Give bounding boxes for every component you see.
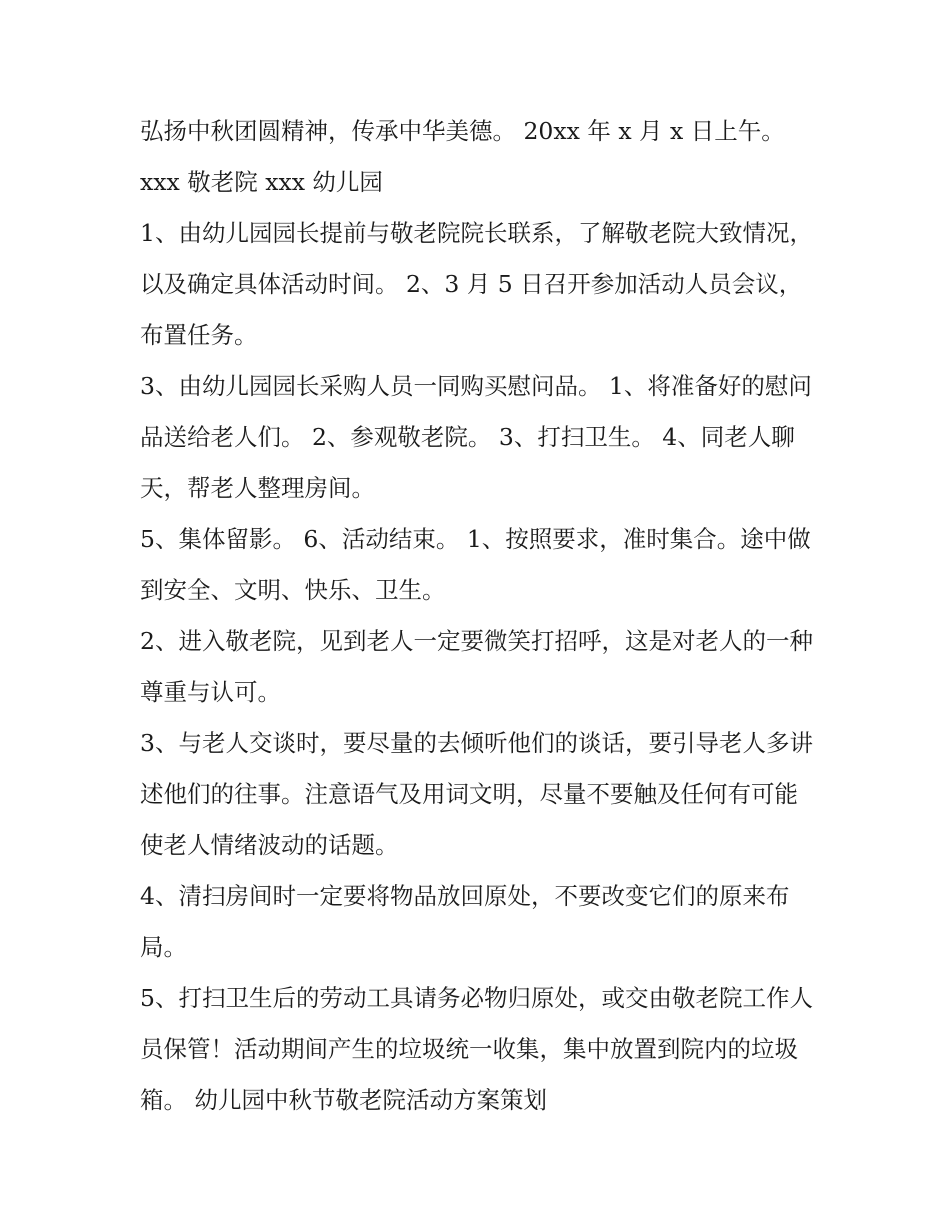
paragraph-3: 1、由幼儿园园长提前与敬老院院长联系，了解敬老院大致情况，以及确定具体活动时间。 2、3 月 5 日召开参加活动人员会议，布置任务。 [140, 219, 813, 349]
paragraph-5: 5、集体留影。 6、活动结束。 1、按照要求，准时集合。途中做到安全、文明、快乐、卫生。 [140, 525, 811, 604]
document-body [140, 106, 820, 1126]
paragraph-2: xxx 敬老院 xxx 幼儿园 [140, 168, 383, 196]
paragraph-1: 弘扬中秋团圆精神，传承中华美德。 20xx 年 x 月 x 日上午。 [140, 117, 785, 145]
paragraph-4: 3、由幼儿园园长采购人员一同购买慰问品。 1、将准备好的慰问品送给老人们。 2、参观敬老院。 3、打扫卫生。 4、同老人聊天，帮老人整理房间。 [140, 372, 812, 502]
paragraph-9: 5、打扫卫生后的劳动工具请务必物归原处，或交由敬老院工作人员保管！活动期间产生的垃圾统一收集，集中放置到院内的垃圾箱。 幼儿园中秋节敬老院活动方案策划 [140, 984, 813, 1114]
paragraph-8: 4、清扫房间时一定要将物品放回原处，不要改变它们的原来布局。 [140, 882, 790, 961]
paragraph-7: 3、与老人交谈时，要尽量的去倾听他们的谈话，要引导老人多讲述他们的往事。注意语气及用词文明，尽量不要触及任何有可能使老人情绪波动的话题。 [140, 729, 813, 859]
paragraph-6: 2、进入敬老院，见到老人一定要微笑打招呼，这是对老人的一种尊重与认可。 [140, 627, 813, 706]
